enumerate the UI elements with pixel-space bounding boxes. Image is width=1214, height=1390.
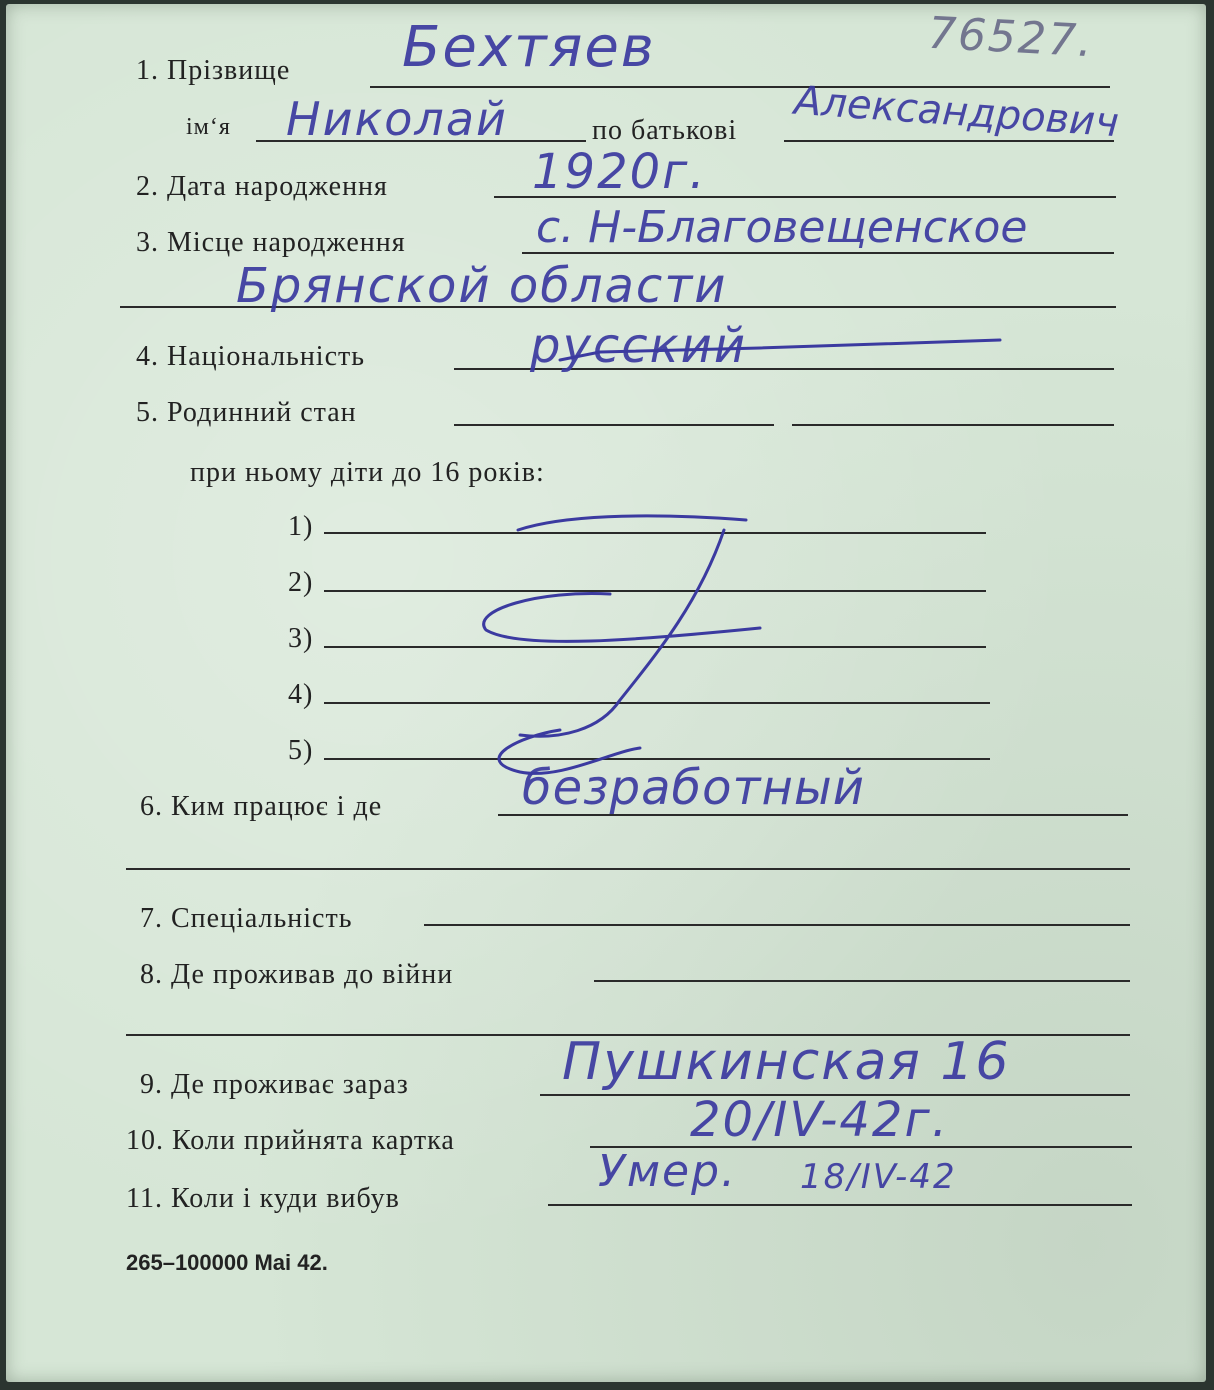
surname-entry: Бехтяев bbox=[402, 15, 656, 80]
departed-entry: Умер. bbox=[598, 1146, 737, 1197]
current-residence-entry: Пушкинская 16 bbox=[562, 1032, 1011, 1092]
current-residence-label: 9. Де проживає зараз bbox=[140, 1069, 409, 1100]
birth-place-entry-2: Брянской области bbox=[236, 258, 728, 314]
nationality-entry: русский bbox=[530, 318, 748, 374]
work-entry: безработный bbox=[522, 760, 865, 816]
nationality-underline-stroke bbox=[560, 340, 1000, 360]
child-number-2: 2) bbox=[288, 567, 314, 598]
child-number-1: 1) bbox=[288, 511, 314, 542]
children-label: при ньому діти до 16 років: bbox=[190, 457, 545, 488]
patronymic-entry: Александрович bbox=[792, 77, 1121, 147]
print-run-footer: 265–100000 Mai 42. bbox=[126, 1250, 328, 1275]
work-label: 6. Ким працює і де bbox=[140, 791, 383, 822]
children-dash-stroke bbox=[484, 516, 760, 774]
child-number-5: 5) bbox=[288, 735, 314, 766]
birth-place-label: 3. Місце народження bbox=[136, 227, 406, 258]
child-number-3: 3) bbox=[288, 623, 314, 654]
departed-label: 11. Коли і куди вибув bbox=[126, 1183, 400, 1214]
name-entry: Николай bbox=[286, 92, 508, 146]
specialty-label: 7. Спеціальність bbox=[140, 903, 353, 934]
surname-label: 1. Прізвище bbox=[136, 55, 291, 86]
card-accepted-entry: 20/IV-42г. bbox=[690, 1092, 949, 1148]
child-number-4: 4) bbox=[288, 679, 314, 710]
departed-date-entry: 18/IV-42 bbox=[800, 1157, 957, 1197]
birth-date-label: 2. Дата народження bbox=[136, 171, 388, 202]
birth-date-entry: 1920г. bbox=[532, 144, 707, 200]
name-label: ім‘я bbox=[186, 114, 231, 140]
archive-number: 76527. bbox=[926, 7, 1096, 68]
nationality-label: 4. Національність bbox=[136, 341, 366, 372]
card-accepted-label: 10. Коли прийнята картка bbox=[126, 1125, 455, 1156]
marital-label: 5. Родинний стан bbox=[136, 397, 357, 428]
birth-place-entry-1: с. Н-Благовещенское bbox=[536, 202, 1028, 253]
patronymic-label: по батькові bbox=[592, 115, 738, 146]
prewar-residence-label: 8. Де проживав до війни bbox=[140, 959, 454, 990]
